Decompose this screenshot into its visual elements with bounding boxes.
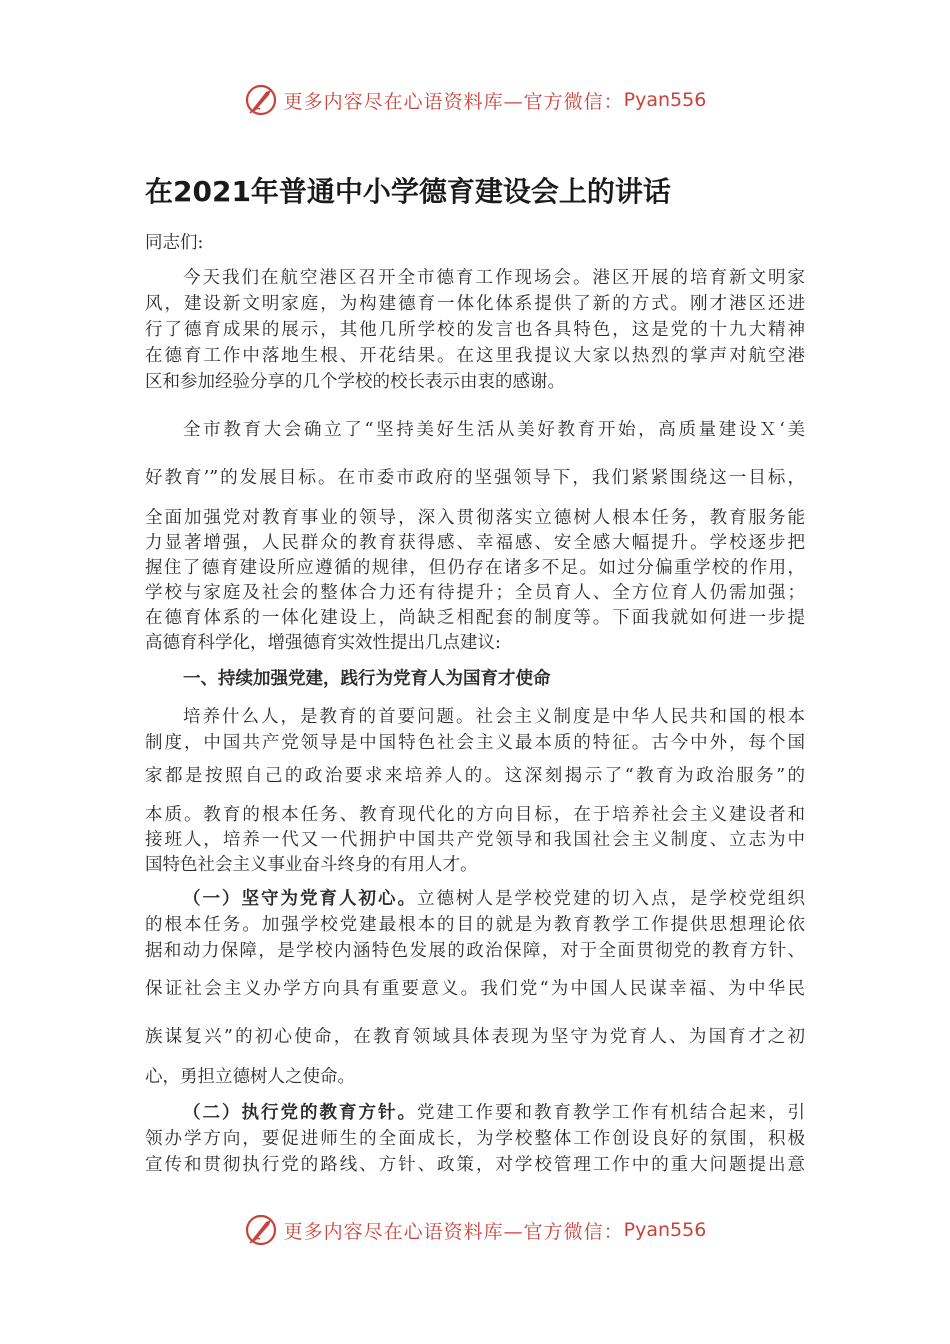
text-line: 在德育体系的一体化建设上，尚缺乏相配套的制度等。下面我就如何进一步提 bbox=[145, 608, 805, 628]
text-line: 领办学方向，要促进师生的全面成长，为学校整体工作创设良好的氛围，积极 bbox=[145, 1129, 805, 1149]
text-line: 全市教育大会确立了“坚持美好生活从美好教育开始，高质量建设Ｘ‘美 bbox=[183, 420, 805, 440]
text-line: 在德育工作中落地生根、开花结果。在这里我提议大家以热烈的掌声对航空港 bbox=[145, 346, 805, 366]
text-line: 接班人，培养一代又一代拥护中国共产党领导和我国社会主义制度、立志为中 bbox=[145, 830, 805, 850]
banner-handle: Pyan556 bbox=[623, 89, 707, 111]
text-line: 风，建设新文明家庭，为构建德育一体化体系提供了新的方式。刚才港区还进 bbox=[145, 294, 805, 314]
text-line: 高德育科学化，增强德育实效性提出几点建议: bbox=[145, 633, 501, 653]
footer-banner bbox=[0, 1210, 950, 1250]
text-line: 学校与家庭及社会的整体合力还有待提升；全员育人、全方位育人仍需加强； bbox=[145, 583, 805, 603]
text-span: 党建工作要和教育教学工作有机结合起来，引 bbox=[417, 1103, 805, 1123]
text-line: 心，勇担立德树人之使命。 bbox=[145, 1067, 355, 1087]
banner-text: 更多内容尽在心语资料库—官方微信： bbox=[283, 1220, 624, 1243]
subsection-label: （二）执行党的教育方针。 bbox=[183, 1103, 417, 1123]
text-line: 行了德育成果的展示，其他几所学校的发言也各具特色，这是党的十九大精神 bbox=[145, 320, 805, 340]
text-line: 族谋复兴”的初心使命，在教育领域具体表现为坚守为党育人、为国育才之初 bbox=[145, 1027, 805, 1047]
section-heading: 一、持续加强党建，践行为党育人为国育才使命 bbox=[183, 669, 551, 689]
document-title: 在2021年普通中小学德育建设会上的讲话 bbox=[145, 175, 671, 208]
text-line: 制度，中国共产党领导是中国特色社会主义最本质的特征。古今中外，每个国 bbox=[145, 733, 805, 753]
text-line: 家都是按照自己的政治要求来培养人的。这深刻揭示了“教育为政治服务”的 bbox=[145, 766, 805, 786]
salutation: 同志们: bbox=[145, 233, 204, 253]
text-line bbox=[145, 886, 805, 912]
text-line: 国特色社会主义事业奋斗终身的有用人才。 bbox=[145, 855, 478, 875]
banner-text: 更多内容尽在心语资料库—官方微信： bbox=[283, 90, 624, 113]
text-line: 好教育’”的发展目标。在市委市政府的坚强领导下，我们紧紧围绕这一目标， bbox=[145, 468, 805, 488]
text-line: 力显著增强，人民群众的教育获得感、幸福感、安全感大幅提升。学校逐步把 bbox=[145, 533, 805, 553]
text-line: 全面加强党对教育事业的领导，深入贯彻落实立德树人根本任务，教育服务能 bbox=[145, 508, 805, 528]
text-line: 的根本任务。加强学校党建最根本的目的就是为教育教学工作提供思想理论依 bbox=[145, 915, 805, 935]
text-line: 今天我们在航空港区召开全市德育工作现场会。港区开展的培育新文明家 bbox=[183, 268, 805, 288]
text-line: 本质。教育的根本任务、教育现代化的方向目标，在于培养社会主义建设者和 bbox=[145, 805, 805, 825]
subsection-label: （一）坚守为党育人初心。 bbox=[183, 889, 417, 909]
text-line: 培养什么人，是教育的首要问题。社会主义制度是中华人民共和国的根本 bbox=[183, 707, 805, 727]
header-banner bbox=[0, 80, 950, 120]
text-line: 握住了德育建设所应遵循的规律，但仍存在诸多不足。如过分偏重学校的作用， bbox=[145, 558, 805, 578]
text-line: 据和动力保障，是学校内涵特色发展的政治保障，对于全面贯彻党的教育方针、 bbox=[145, 941, 805, 961]
text-line bbox=[145, 1100, 805, 1126]
quill-pen-logo-icon bbox=[244, 83, 278, 117]
text-line: 区和参加经验分享的几个学校的校长表示由衷的感谢。 bbox=[145, 372, 565, 392]
text-line: 保证社会主义办学方向具有重要意义。我们党“为中国人民谋幸福、为中华民 bbox=[145, 979, 805, 999]
text-line: 宣传和贯彻执行党的路线、方针、政策，对学校管理工作中的重大问题提出意 bbox=[145, 1155, 805, 1175]
banner-handle: Pyan556 bbox=[623, 1219, 707, 1241]
quill-pen-logo-icon bbox=[244, 1213, 278, 1247]
text-span: 立德树人是学校党建的切入点，是学校党组织 bbox=[417, 889, 805, 909]
